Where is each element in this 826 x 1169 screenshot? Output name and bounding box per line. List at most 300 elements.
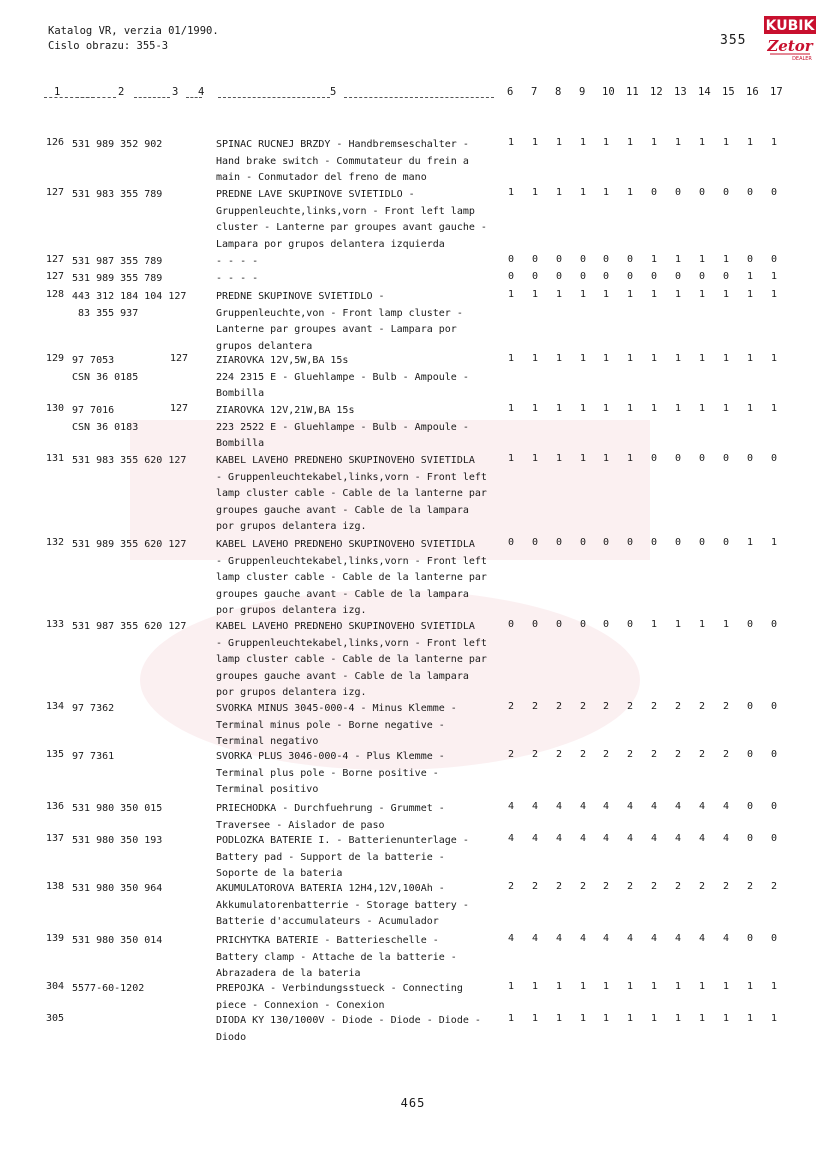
variant-quantity: 4 bbox=[698, 933, 706, 944]
description-line: ZIAROVKA 12V,5W,BA 15s bbox=[216, 355, 349, 366]
variant-quantity: 1 bbox=[698, 619, 706, 630]
column-header: 5 bbox=[330, 86, 337, 98]
variant-quantity: 1 bbox=[626, 137, 634, 148]
variant-quantity: 4 bbox=[722, 833, 730, 844]
part-number bbox=[72, 701, 114, 718]
part-description bbox=[216, 801, 504, 834]
variant-quantity: 1 bbox=[579, 289, 587, 300]
variant-quantity: 1 bbox=[579, 187, 587, 198]
part-number-line: 97 7361 bbox=[72, 751, 115, 762]
description-line: - - - - bbox=[216, 256, 259, 267]
column-header: 14 bbox=[698, 86, 711, 98]
variant-quantity: 2 bbox=[698, 701, 706, 712]
variant-quantity: 1 bbox=[507, 453, 515, 464]
description-line: ZIAROVKA 12V,21W,BA 15s bbox=[216, 405, 355, 416]
variant-quantity: 2 bbox=[650, 881, 658, 892]
variant-quantity: 1 bbox=[746, 271, 754, 282]
variant-quantity: 1 bbox=[626, 1013, 634, 1024]
variant-quantity: 0 bbox=[579, 271, 587, 282]
header-rule bbox=[344, 97, 494, 98]
variant-quantity: 4 bbox=[722, 801, 730, 812]
variant-quantity: 0 bbox=[579, 619, 587, 630]
variant-quantity: 2 bbox=[626, 881, 634, 892]
variant-quantity: 1 bbox=[770, 289, 778, 300]
variant-quantity: 0 bbox=[770, 749, 778, 760]
variant-quantity: 4 bbox=[626, 833, 634, 844]
description-line: PODLOZKA BATERIE I. - Batterienunterlage - bbox=[216, 835, 469, 846]
part-number bbox=[72, 833, 162, 850]
variant-quantity: 1 bbox=[698, 289, 706, 300]
part-number-line: 83 355 937 bbox=[72, 307, 139, 319]
variant-quantity: 0 bbox=[507, 619, 515, 630]
variant-quantity: 4 bbox=[579, 801, 587, 812]
variant-quantity: 4 bbox=[531, 933, 539, 944]
variant-quantities bbox=[503, 187, 793, 201]
variant-quantity: 0 bbox=[507, 271, 515, 282]
variant-quantity: 1 bbox=[746, 981, 754, 992]
variant-quantity: 0 bbox=[722, 537, 730, 548]
variant-quantity: 0 bbox=[531, 619, 539, 630]
variant-quantity: 0 bbox=[722, 187, 730, 198]
variant-quantity: 0 bbox=[746, 187, 754, 198]
description-line: DIODA KY 130/1000V - Diode - Diode - Diode - bbox=[216, 1015, 481, 1026]
part-number-line: 531 983 355 620 127 bbox=[72, 455, 187, 466]
variant-quantity: 2 bbox=[722, 749, 730, 760]
header-rule bbox=[218, 97, 330, 98]
variant-quantity: 1 bbox=[770, 271, 778, 282]
description-line: por grupos delantera izg. bbox=[216, 605, 367, 616]
description-line: PREDNE LAVE SKUPINOVE SVIETIDLO - bbox=[216, 189, 415, 200]
description-line: Akkumulatorenbatterrie - Storage battery - bbox=[216, 899, 469, 911]
variant-quantity: 0 bbox=[579, 254, 587, 265]
variant-quantity: 0 bbox=[698, 453, 706, 464]
variant-quantities bbox=[503, 881, 793, 895]
quantity-column: 127 bbox=[170, 353, 189, 364]
variant-quantity: 1 bbox=[650, 353, 658, 364]
variant-quantity: 1 bbox=[531, 1013, 539, 1024]
column-header: 17 bbox=[770, 86, 783, 98]
description-line: main - Conmutador del freno de mano bbox=[216, 172, 427, 183]
variant-quantity: 1 bbox=[555, 353, 563, 364]
part-number-line: 531 989 355 789 bbox=[72, 273, 163, 284]
variant-quantity: 0 bbox=[770, 933, 778, 944]
variant-quantity: 0 bbox=[650, 187, 658, 198]
ref-number: 131 bbox=[46, 453, 65, 464]
variant-quantity: 2 bbox=[555, 881, 563, 892]
part-number bbox=[72, 271, 162, 288]
variant-quantity: 0 bbox=[770, 833, 778, 844]
variant-quantity: 1 bbox=[579, 353, 587, 364]
variant-quantities bbox=[503, 1013, 793, 1027]
variant-quantity: 1 bbox=[555, 453, 563, 464]
variant-quantity: 4 bbox=[555, 933, 563, 944]
variant-quantity: 1 bbox=[507, 1013, 515, 1024]
variant-quantities bbox=[503, 453, 793, 467]
variant-quantity: 0 bbox=[770, 187, 778, 198]
part-description bbox=[216, 833, 504, 883]
variant-quantity: 4 bbox=[650, 801, 658, 812]
variant-quantity: 0 bbox=[746, 254, 754, 265]
variant-quantity: 2 bbox=[722, 881, 730, 892]
ref-number: 129 bbox=[46, 353, 65, 364]
column-header: 4 bbox=[198, 86, 205, 98]
variant-quantity: 2 bbox=[650, 749, 658, 760]
part-number-line: 531 983 355 789 bbox=[72, 189, 163, 200]
column-header: 7 bbox=[531, 86, 538, 98]
variant-quantity: 1 bbox=[507, 137, 515, 148]
variant-quantity: 0 bbox=[507, 537, 515, 548]
variant-quantity: 0 bbox=[602, 254, 610, 265]
part-number bbox=[72, 353, 138, 386]
description-line: groupes gauche avant - Cable de la lampara bbox=[216, 504, 469, 516]
variant-quantity: 1 bbox=[674, 289, 682, 300]
description-line: Soporte de la bateria bbox=[216, 868, 343, 879]
variant-quantity: 2 bbox=[602, 881, 610, 892]
description-line: KABEL LAVEHO PREDNEHO SKUPINOVEHO SVIETIDLA bbox=[216, 621, 475, 632]
variant-quantity: 1 bbox=[531, 137, 539, 148]
variant-quantity: 0 bbox=[507, 254, 515, 265]
variant-quantity: 2 bbox=[579, 749, 587, 760]
variant-quantity: 1 bbox=[507, 403, 515, 414]
variant-quantity: 0 bbox=[650, 537, 658, 548]
variant-quantities bbox=[503, 981, 793, 995]
variant-quantity: 2 bbox=[507, 701, 515, 712]
variant-quantity: 0 bbox=[555, 271, 563, 282]
part-number-line: 531 987 355 620 127 bbox=[72, 621, 187, 632]
variant-quantity: 1 bbox=[626, 403, 634, 414]
part-number bbox=[72, 881, 162, 898]
part-number bbox=[72, 453, 186, 470]
variant-quantity: 1 bbox=[602, 353, 610, 364]
variant-quantity: 1 bbox=[555, 403, 563, 414]
variant-quantity: 2 bbox=[507, 881, 515, 892]
variant-quantity: 1 bbox=[650, 981, 658, 992]
variant-quantity: 1 bbox=[650, 254, 658, 265]
variant-quantities bbox=[503, 537, 793, 551]
variant-quantity: 4 bbox=[602, 933, 610, 944]
page-number: 465 bbox=[400, 1096, 426, 1110]
variant-quantity: 0 bbox=[698, 187, 706, 198]
variant-quantity: 1 bbox=[531, 289, 539, 300]
variant-quantity: 1 bbox=[626, 187, 634, 198]
variant-quantity: 1 bbox=[650, 619, 658, 630]
part-number-line: 531 980 350 193 bbox=[72, 835, 163, 846]
variant-quantity: 1 bbox=[602, 137, 610, 148]
variant-quantity: 1 bbox=[698, 403, 706, 414]
description-line: lamp cluster cable - Cable de la lanterne par bbox=[216, 654, 487, 665]
description-line: - Gruppenleuchtekabel,links,vorn - Front left bbox=[216, 555, 487, 567]
variant-quantity: 2 bbox=[746, 881, 754, 892]
column-header: 9 bbox=[579, 86, 586, 98]
variant-quantity: 2 bbox=[507, 749, 515, 760]
variant-quantity: 0 bbox=[770, 453, 778, 464]
description-line: por grupos delantera izg. bbox=[216, 521, 367, 532]
part-number-line: CSN 36 0183 bbox=[72, 421, 139, 433]
part-number-line: 531 987 355 789 bbox=[72, 256, 163, 267]
variant-quantity: 0 bbox=[555, 254, 563, 265]
variant-quantity: 4 bbox=[674, 833, 682, 844]
variant-quantity: 0 bbox=[746, 749, 754, 760]
part-description bbox=[216, 1013, 504, 1046]
variant-quantity: 0 bbox=[722, 453, 730, 464]
description-line: 224 2315 E - Gluehlampe - Bulb - Ampoule - bbox=[216, 371, 469, 383]
variant-quantity: 0 bbox=[626, 619, 634, 630]
variant-quantity: 1 bbox=[531, 453, 539, 464]
variant-quantities bbox=[503, 619, 793, 633]
description-line: piece - Connexion - Conexion bbox=[216, 999, 385, 1011]
variant-quantity: 1 bbox=[507, 289, 515, 300]
part-number bbox=[72, 187, 162, 204]
part-number bbox=[72, 137, 162, 154]
variant-quantity: 1 bbox=[602, 453, 610, 464]
variant-quantity: 2 bbox=[722, 701, 730, 712]
variant-quantity: 1 bbox=[555, 1013, 563, 1024]
variant-quantity: 1 bbox=[722, 619, 730, 630]
description-line: por grupos delantera izg. bbox=[216, 687, 367, 698]
part-number-line: 97 7362 bbox=[72, 703, 115, 714]
variant-quantity: 2 bbox=[674, 881, 682, 892]
ref-number: 304 bbox=[46, 981, 65, 992]
part-description bbox=[216, 254, 504, 271]
variant-quantity: 0 bbox=[602, 537, 610, 548]
variant-quantity: 2 bbox=[602, 749, 610, 760]
variant-quantity: 2 bbox=[579, 881, 587, 892]
part-number-line: 531 989 352 902 bbox=[72, 139, 163, 150]
description-line: Diodo bbox=[216, 1031, 247, 1043]
kubik-zetor-logo bbox=[762, 14, 818, 62]
description-line: Terminal minus pole - Borne negative - bbox=[216, 719, 445, 731]
description-line: KABEL LAVEHO PREDNEHO SKUPINOVEHO SVIETIDLA bbox=[216, 455, 475, 466]
variant-quantity: 1 bbox=[602, 187, 610, 198]
variant-quantity: 0 bbox=[770, 701, 778, 712]
part-number-line: 5577-60-1202 bbox=[72, 983, 145, 994]
variant-quantities bbox=[503, 254, 793, 268]
variant-quantity: 1 bbox=[579, 137, 587, 148]
variant-quantity: 0 bbox=[674, 537, 682, 548]
variant-quantity: 1 bbox=[674, 254, 682, 265]
variant-quantity: 1 bbox=[770, 353, 778, 364]
variant-quantity: 0 bbox=[579, 537, 587, 548]
variant-quantity: 1 bbox=[674, 981, 682, 992]
variant-quantity: 2 bbox=[698, 881, 706, 892]
description-line: - Gruppenleuchtekabel,links,vorn - Front left bbox=[216, 471, 487, 483]
part-description bbox=[216, 187, 504, 253]
variant-quantity: 1 bbox=[722, 1013, 730, 1024]
description-line: lamp cluster cable - Cable de la lanterne par bbox=[216, 488, 487, 499]
variant-quantities bbox=[503, 801, 793, 815]
variant-quantity: 0 bbox=[602, 619, 610, 630]
variant-quantity: 1 bbox=[674, 403, 682, 414]
variant-quantity: 1 bbox=[650, 1013, 658, 1024]
description-line: Hand brake switch - Commutateur du frein a bbox=[216, 155, 469, 167]
variant-quantity: 1 bbox=[674, 619, 682, 630]
variant-quantity: 1 bbox=[770, 403, 778, 414]
part-description bbox=[216, 881, 504, 931]
variant-quantity: 1 bbox=[531, 353, 539, 364]
variant-quantity: 1 bbox=[650, 289, 658, 300]
part-description bbox=[216, 981, 504, 1014]
description-line: PREDNE SKUPINOVE SVIETIDLO - bbox=[216, 291, 385, 302]
variant-quantity: 1 bbox=[674, 137, 682, 148]
variant-quantity: 4 bbox=[531, 833, 539, 844]
part-number bbox=[72, 289, 186, 322]
variant-quantity: 2 bbox=[626, 749, 634, 760]
part-number bbox=[72, 403, 138, 436]
ref-number: 126 bbox=[46, 137, 65, 148]
description-line: Terminal positivo bbox=[216, 784, 319, 795]
variant-quantity: 1 bbox=[698, 254, 706, 265]
column-header: 1 bbox=[54, 86, 61, 98]
variant-quantity: 0 bbox=[531, 271, 539, 282]
variant-quantity: 1 bbox=[746, 289, 754, 300]
variant-quantity: 4 bbox=[507, 833, 515, 844]
part-number-line: CSN 36 0185 bbox=[72, 371, 139, 383]
variant-quantity: 0 bbox=[674, 271, 682, 282]
variant-quantity: 1 bbox=[626, 453, 634, 464]
variant-quantity: 1 bbox=[507, 187, 515, 198]
variant-quantities bbox=[503, 833, 793, 847]
variant-quantity: 1 bbox=[722, 289, 730, 300]
part-description bbox=[216, 453, 504, 536]
header-rule bbox=[186, 97, 202, 98]
ref-number: 127 bbox=[46, 271, 65, 282]
description-line: Lampara por grupos delantera izquierda bbox=[216, 238, 445, 250]
description-line: AKUMULATOROVA BATERIA 12H4,12V,100Ah - bbox=[216, 883, 445, 894]
ref-number: 128 bbox=[46, 289, 65, 300]
variant-quantity: 4 bbox=[555, 801, 563, 812]
part-number-line: 531 980 350 964 bbox=[72, 883, 163, 894]
variant-quantity: 1 bbox=[722, 254, 730, 265]
variant-quantity: 0 bbox=[531, 254, 539, 265]
variant-quantity: 1 bbox=[555, 137, 563, 148]
variant-quantity: 4 bbox=[698, 801, 706, 812]
part-description bbox=[216, 619, 504, 702]
part-number-line: 531 980 350 014 bbox=[72, 935, 163, 946]
variant-quantities bbox=[503, 353, 793, 367]
variant-quantity: 0 bbox=[746, 701, 754, 712]
variant-quantity: 0 bbox=[650, 453, 658, 464]
description-line: PRICHYTKA BATERIE - Batterieschelle - bbox=[216, 935, 439, 946]
variant-quantity: 0 bbox=[698, 537, 706, 548]
quantity-column: 127 bbox=[170, 403, 189, 414]
variant-quantity: 2 bbox=[674, 701, 682, 712]
part-number-line: 531 980 350 015 bbox=[72, 803, 163, 814]
description-line: cluster - Lanterne par groupes avant gauche - bbox=[216, 222, 487, 233]
description-line: grupos delantera bbox=[216, 340, 313, 352]
variant-quantities bbox=[503, 933, 793, 947]
variant-quantity: 0 bbox=[770, 801, 778, 812]
variant-quantity: 2 bbox=[602, 701, 610, 712]
variant-quantity: 1 bbox=[770, 537, 778, 548]
part-description bbox=[216, 289, 504, 355]
figure-number: Cislo obrazu: 355-3 bbox=[48, 40, 169, 52]
variant-quantity: 1 bbox=[746, 537, 754, 548]
variant-quantity: 0 bbox=[626, 254, 634, 265]
description-line: SVORKA MINUS 3045-000-4 - Minus Klemme - bbox=[216, 703, 457, 714]
description-line: Terminal plus pole - Borne positive - bbox=[216, 767, 439, 779]
variant-quantity: 1 bbox=[698, 353, 706, 364]
variant-quantity: 2 bbox=[531, 749, 539, 760]
header-rule bbox=[134, 97, 170, 98]
description-line: 223 2522 E - Gluehlampe - Bulb - Ampoule - bbox=[216, 421, 469, 433]
variant-quantity: 0 bbox=[698, 271, 706, 282]
description-line: Battery pad - Support de la batterie - bbox=[216, 851, 445, 863]
description-line: Bombilla bbox=[216, 388, 265, 399]
part-number bbox=[72, 254, 162, 271]
variant-quantity: 0 bbox=[674, 187, 682, 198]
variant-quantity: 4 bbox=[531, 801, 539, 812]
variant-quantity: 1 bbox=[531, 187, 539, 198]
variant-quantity: 0 bbox=[602, 271, 610, 282]
variant-quantity: 1 bbox=[722, 353, 730, 364]
ref-number: 138 bbox=[46, 881, 65, 892]
part-description bbox=[216, 271, 504, 288]
variant-quantity: 0 bbox=[555, 537, 563, 548]
description-line: - Gruppenleuchtekabel,links,vorn - Front left bbox=[216, 637, 487, 649]
variant-quantity: 0 bbox=[746, 801, 754, 812]
page-code: 355 bbox=[720, 33, 747, 48]
logo-sub-text: DEALER bbox=[792, 56, 812, 62]
variant-quantity: 1 bbox=[746, 403, 754, 414]
variant-quantity: 0 bbox=[746, 833, 754, 844]
part-description bbox=[216, 137, 504, 187]
variant-quantity: 2 bbox=[531, 701, 539, 712]
description-line: Terminal negativo bbox=[216, 736, 319, 747]
variant-quantity: 1 bbox=[602, 289, 610, 300]
ref-number: 139 bbox=[46, 933, 65, 944]
ref-number: 133 bbox=[46, 619, 65, 630]
variant-quantity: 1 bbox=[602, 403, 610, 414]
variant-quantities bbox=[503, 749, 793, 763]
variant-quantity: 4 bbox=[602, 801, 610, 812]
part-number bbox=[72, 981, 144, 998]
description-line: SPINAC RUCNEJ BRZDY - Handbremseschalter - bbox=[216, 139, 469, 150]
ref-number: 135 bbox=[46, 749, 65, 760]
column-header: 3 bbox=[172, 86, 179, 98]
variant-quantity: 1 bbox=[626, 289, 634, 300]
variant-quantity: 2 bbox=[531, 881, 539, 892]
variant-quantity: 0 bbox=[770, 619, 778, 630]
variant-quantity: 4 bbox=[602, 833, 610, 844]
variant-quantity: 1 bbox=[698, 137, 706, 148]
description-line: Battery clamp - Attache de la batterie - bbox=[216, 951, 457, 963]
variant-quantity: 1 bbox=[602, 1013, 610, 1024]
variant-quantity: 1 bbox=[770, 1013, 778, 1024]
header-rule bbox=[76, 97, 116, 98]
variant-quantity: 0 bbox=[626, 537, 634, 548]
variant-quantity: 1 bbox=[770, 137, 778, 148]
part-number-line: 531 989 355 620 127 bbox=[72, 539, 187, 550]
variant-quantity: 2 bbox=[555, 701, 563, 712]
ref-number: 136 bbox=[46, 801, 65, 812]
variant-quantity: 4 bbox=[674, 801, 682, 812]
part-description bbox=[216, 537, 504, 620]
description-line: Lanterne par groupes avant - Lampara por bbox=[216, 324, 457, 335]
part-number bbox=[72, 537, 186, 554]
column-header: 6 bbox=[507, 86, 514, 98]
description-line: lamp cluster cable - Cable de la lanterne par bbox=[216, 572, 487, 583]
variant-quantity: 1 bbox=[507, 353, 515, 364]
variant-quantity: 4 bbox=[674, 933, 682, 944]
description-line: Traversee - Aislador de paso bbox=[216, 819, 385, 831]
part-description bbox=[216, 749, 504, 799]
variant-quantities bbox=[503, 137, 793, 151]
variant-quantity: 1 bbox=[698, 1013, 706, 1024]
variant-quantity: 1 bbox=[746, 1013, 754, 1024]
part-number-line: 97 7053 bbox=[72, 355, 115, 366]
variant-quantity: 4 bbox=[698, 833, 706, 844]
variant-quantity: 4 bbox=[626, 933, 634, 944]
